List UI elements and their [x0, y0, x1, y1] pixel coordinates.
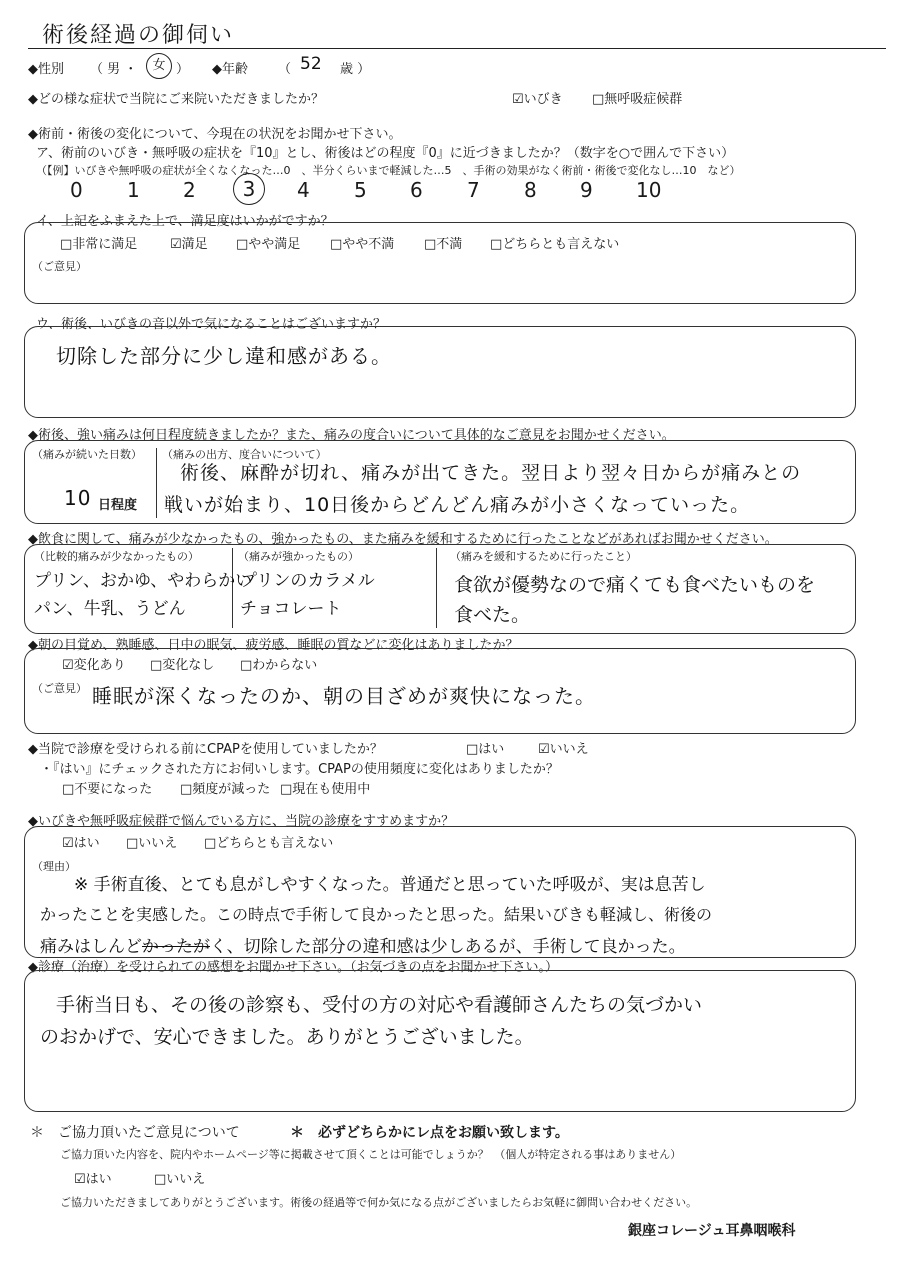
food-question: ◆飲食に関して、痛みが少なかったもの、強かったもの、また痛みを緩和するために行ったことなどがあればお聞かせください。: [28, 532, 778, 547]
scale-8[interactable]: 8: [524, 178, 537, 202]
cpap-question: ◆当院で診療を受けられる前にCPAPを使用していましたか？: [28, 742, 383, 757]
clinic-name: 銀座コレージュ耳鼻咽喉科: [628, 1223, 796, 1239]
footer-publish-no[interactable]: □いいえ: [154, 1172, 206, 1187]
sex-open: （ 男 ・: [90, 62, 138, 77]
cpap-yes[interactable]: □はい: [466, 742, 505, 757]
title-underline: [28, 48, 886, 49]
change-example: （【例】いびきや無呼吸の症状が全くなくなった…0 、半分くらいまで軽減した…5 、手術の効果がなく術前・術後で変化なし…10 など）: [36, 164, 741, 177]
footer-note2: ＊ 必ずどちらかにレ点をお願い致します。: [290, 1125, 569, 1141]
scale-7[interactable]: 7: [467, 178, 480, 202]
scale-3-selected[interactable]: 3: [233, 173, 265, 205]
recommend-reason-line2[interactable]: かったことを実感した。この時点で手術して良かったと思った。結果いびきも軽減し、術後の: [40, 905, 713, 924]
scale-6[interactable]: 6: [410, 178, 423, 202]
scale-5[interactable]: 5: [354, 178, 367, 202]
pain-detail-line1[interactable]: 術後、麻酔が切れ、痛みが出てきた。翌日より翌々日からが痛みとの: [180, 462, 802, 484]
sex-female-circled[interactable]: 女: [146, 53, 172, 79]
sleep-unknown[interactable]: □わからない: [240, 658, 318, 673]
satisfaction-question: イ、上記をふまえた上で、満足度はいかがですか？: [36, 214, 334, 229]
satisfaction-somewhat-satisfied[interactable]: □やや満足: [236, 237, 301, 252]
recommend-reason-line3-strikethrough[interactable]: かったが: [142, 937, 210, 957]
food-strong-label: （痛みが強かったもの）: [238, 550, 359, 563]
other-answer[interactable]: 切除した部分に少し違和感がある。: [56, 344, 392, 368]
sleep-no-change[interactable]: □変化なし: [150, 658, 215, 673]
age-open: （: [278, 62, 292, 77]
satisfaction-somewhat-dissatisfied[interactable]: □やや不満: [330, 237, 395, 252]
sleep-question: ◆朝の目覚め、熟睡感、日中の眠気、疲労感、睡眠の質などに変化はありましたか？: [28, 638, 519, 653]
symptom-question: ◆どの様な症状で当院にご来院いただきましたか？: [28, 92, 324, 107]
recommend-reason-line3: [40, 932, 686, 957]
change-question-a: ア、術前のいびき・無呼吸の症状を『10』とし、術後はどの程度『0』に近づきましたか？（数字を○で囲んで下さい）: [36, 146, 735, 161]
footer-thanks: ご協力いただきましてありがとうございます。術後の経過等で何か気になる点がございましたらお気軽に御問い合わせください。: [60, 1196, 698, 1209]
food-less-line2[interactable]: パン、牛乳、うどん: [34, 599, 186, 619]
scale-1[interactable]: 1: [127, 178, 140, 202]
sleep-changed[interactable]: ☑変化あり: [62, 658, 126, 673]
food-strong-line1[interactable]: プリンのカラメル: [240, 571, 375, 591]
impression-line2[interactable]: のおかげで、安心できました。ありがとうございました。: [40, 1026, 534, 1048]
sex-close: ）: [176, 62, 190, 77]
age-value[interactable]: 52: [300, 54, 322, 74]
food-less-label: （比較的痛みが少なかったもの）: [34, 550, 199, 563]
scale-9[interactable]: 9: [580, 178, 593, 202]
satisfaction-dissatisfied[interactable]: □不満: [424, 237, 463, 252]
pain-days-label: （痛みが続いた日数）: [32, 448, 142, 461]
change-heading: ◆術前・術後の変化について、今現在の状況をお聞かせ下さい。: [28, 127, 402, 142]
satisfaction-satisfied[interactable]: ☑満足: [170, 237, 208, 252]
food-relief-line1[interactable]: 食欲が優勢なので痛くても食べたいものを: [454, 574, 816, 596]
other-question: ウ、術後、いびきの音以外で気になることはございますか？: [36, 317, 386, 332]
pain-divider: [156, 448, 157, 518]
cpap-still-using[interactable]: □現在も使用中: [280, 782, 371, 797]
satisfaction-very-satisfied[interactable]: □非常に満足: [60, 237, 138, 252]
recommend-neither[interactable]: □どちらとも言えない: [204, 836, 334, 851]
cpap-subquestion: ・『はい』にチェックされた方にお伺いします。CPAPの使用頻度に変化はありましたか？: [40, 762, 559, 777]
satisfaction-comment-label: （ご意見）: [32, 260, 87, 273]
symptom-apnea-checkbox[interactable]: □無呼吸症候群: [592, 92, 683, 107]
sex-label: ◆性別: [28, 62, 64, 77]
recommend-yes[interactable]: ☑はい: [62, 836, 100, 851]
food-strong-line2[interactable]: チョコレート: [240, 599, 342, 619]
recommend-reason-line3c[interactable]: く、切除した部分の違和感は少しあるが、手術して良かった。: [210, 937, 686, 957]
pain-question: ◆術後、強い痛みは何日程度続きましたか？また、痛みの度合いについて具体的なご意見をお聞かせください。: [28, 428, 675, 443]
page-title: 術後経過の御伺い: [42, 23, 235, 48]
sleep-answer[interactable]: 睡眠が深くなったのか、朝の目ざめが爽快になった。: [92, 684, 596, 708]
pain-detail-line2[interactable]: 戦いが始まり、10日後からどんどん痛みが小さくなっていった。: [164, 494, 751, 516]
pain-days-value[interactable]: 10: [64, 486, 92, 510]
symptom-snoring-checkbox[interactable]: ☑いびき: [512, 92, 563, 107]
scale-10[interactable]: 10: [636, 178, 662, 202]
recommend-no[interactable]: □いいえ: [126, 836, 178, 851]
footer-publish-question: ご協力頂いた内容を、院内やホームページ等に掲載させて頂くことは可能でしょうか？ （個人が特定される事はありません）: [60, 1148, 682, 1161]
age-unit: 歳 ）: [340, 62, 371, 77]
scale-0[interactable]: 0: [70, 178, 83, 202]
food-relief-label: （痛みを緩和するために行ったこと）: [450, 550, 637, 563]
impression-question: ◆診療（治療）を受けられての感想をお聞かせ下さい。（お気づきの点をお聞かせ下さい。）: [28, 960, 558, 975]
cpap-no[interactable]: ☑いいえ: [538, 742, 589, 757]
impression-line1[interactable]: 手術当日も、その後の診察も、受付の方の対応や看護師さんたちの気づかい: [56, 994, 703, 1016]
scale-2[interactable]: 2: [183, 178, 196, 202]
footer-note1: ＊ ご協力頂いたご意見について: [30, 1125, 240, 1141]
satisfaction-neither[interactable]: □どちらとも言えない: [490, 237, 620, 252]
food-relief-line2[interactable]: 食べた。: [454, 604, 531, 626]
sleep-comment-label: （ご意見）: [32, 682, 87, 695]
cpap-reduced[interactable]: □頻度が減った: [180, 782, 271, 797]
pain-days-unit: 日程度: [98, 498, 138, 513]
food-divider-2: [436, 548, 437, 628]
recommend-reason-label: （理由）: [32, 860, 76, 873]
pain-detail-label: （痛みの出方、度合いについて）: [162, 448, 327, 461]
recommend-reason-line3a[interactable]: 痛みはしんど: [40, 937, 142, 957]
cpap-not-needed[interactable]: □不要になった: [62, 782, 153, 797]
age-label: ◆年齢: [212, 62, 248, 77]
scale-4[interactable]: 4: [297, 178, 310, 202]
recommend-reason-line1[interactable]: ※ 手術直後、とても息がしやすくなった。普通だと思っていた呼吸が、実は息苦し: [74, 875, 706, 895]
recommend-question: ◆いびきや無呼吸症候群で悩んでいる方に、当院の診療をすすめますか？: [28, 814, 455, 829]
footer-publish-yes[interactable]: ☑はい: [74, 1172, 112, 1187]
food-less-line1[interactable]: プリン、おかゆ、やわらかい: [34, 571, 253, 591]
